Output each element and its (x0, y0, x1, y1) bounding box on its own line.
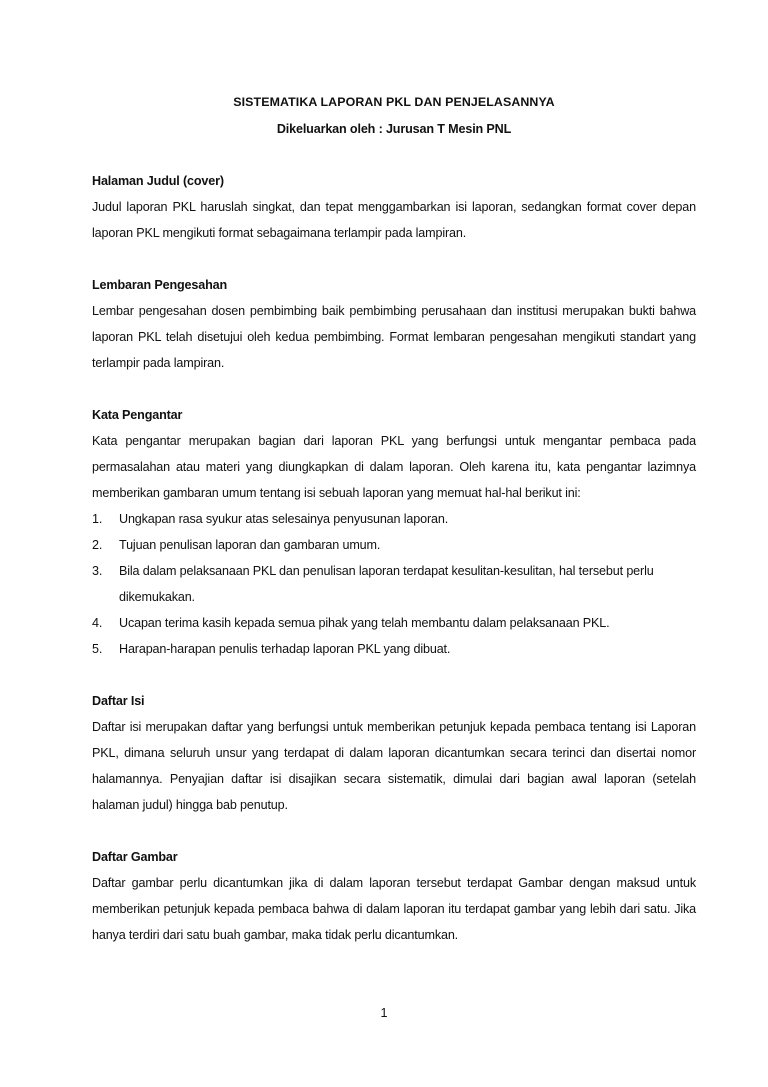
list-item (92, 610, 696, 636)
section-paragraph: Daftar isi merupakan daftar yang berfungsi untuk memberikan petunjuk kepada pembaca tentang isi Laporan PKL, dimana seluruh unsur yang terdapat di dalam laporan dicantumkan secara terinci dan disertai nomor halamannya. Penyajian daftar isi disajikan secara sistematik, dimulai dari bagian awal laporan (setelah halaman judul) hingga bab penutup. (92, 720, 696, 812)
section-heading: Daftar Isi (92, 694, 145, 708)
list-item-number: 5. (92, 642, 103, 656)
section-halaman-judul (92, 168, 696, 246)
section-lembaran-pengesahan (92, 272, 696, 376)
list-item-number: 4. (92, 616, 103, 630)
list-item-number: 2. (92, 538, 103, 552)
list-item-number: 3. (92, 564, 103, 578)
list-item-text: Bila dalam pelaksanaan PKL dan penulisan laporan terdapat kesulitan-kesulitan, hal tersebut perlu dikemukakan. (119, 564, 654, 604)
section-kata-pengantar (92, 402, 696, 662)
section-paragraph: Daftar gambar perlu dicantumkan jika di dalam laporan tersebut terdapat Gambar dengan maksud untuk memberikan petunjuk kepada pembaca bahwa di dalam laporan itu terdapat gambar yang lebih dari satu. Jika hanya terdiri dari satu buah gambar, maka tidak perlu dicantumkan. (92, 876, 696, 942)
document-title: SISTEMATIKA LAPORAN PKL DAN PENJELASANNYA (233, 95, 555, 109)
section-heading: Kata Pengantar (92, 408, 183, 422)
page-number: 1 (380, 1006, 388, 1020)
list-item-number: 1. (92, 512, 103, 526)
document-subtitle: Dikeluarkan oleh : Jurusan T Mesin PNL (276, 122, 512, 136)
section-paragraph: Judul laporan PKL haruslah singkat, dan tepat menggambarkan isi laporan, sedangkan format cover depan laporan PKL mengikuti format sebagaimana terlampir pada lampiran. (92, 200, 696, 240)
numbered-list (92, 506, 696, 662)
section-heading: Daftar Gambar (92, 850, 178, 864)
section-daftar-gambar (92, 844, 696, 948)
list-item (92, 558, 696, 610)
section-paragraph: Lembar pengesahan dosen pembimbing baik pembimbing perusahaan dan institusi merupakan bukti bahwa laporan PKL telah disetujui oleh kedua pembimbing. Format lembaran pengesahan mengikuti standart yang terlampir pada lampiran. (92, 304, 696, 370)
page-content (92, 93, 696, 948)
list-item (92, 532, 696, 558)
list-item (92, 506, 696, 532)
list-item-text: Ungkapan rasa syukur atas selesainya penyusunan laporan. (119, 512, 449, 526)
section-heading: Lembaran Pengesahan (92, 278, 228, 292)
list-item-text: Harapan-harapan penulis terhadap laporan PKL yang dibuat. (119, 642, 451, 656)
list-item-text: Tujuan penulisan laporan dan gambaran umum. (119, 538, 381, 552)
section-daftar-isi (92, 688, 696, 818)
list-item (92, 636, 696, 662)
list-item-text: Ucapan terima kasih kepada semua pihak yang telah membantu dalam pelaksanaan PKL. (119, 616, 610, 630)
section-heading: Halaman Judul (cover) (92, 174, 224, 188)
section-paragraph: Kata pengantar merupakan bagian dari laporan PKL yang berfungsi untuk mengantar pembaca pada permasalahan atau materi yang diungkapkan di dalam laporan. Oleh karena itu, kata pengantar lazimnya memberikan gambaran umum tentang isi sebuah laporan yang memuat hal-hal berikut ini: (92, 434, 696, 500)
